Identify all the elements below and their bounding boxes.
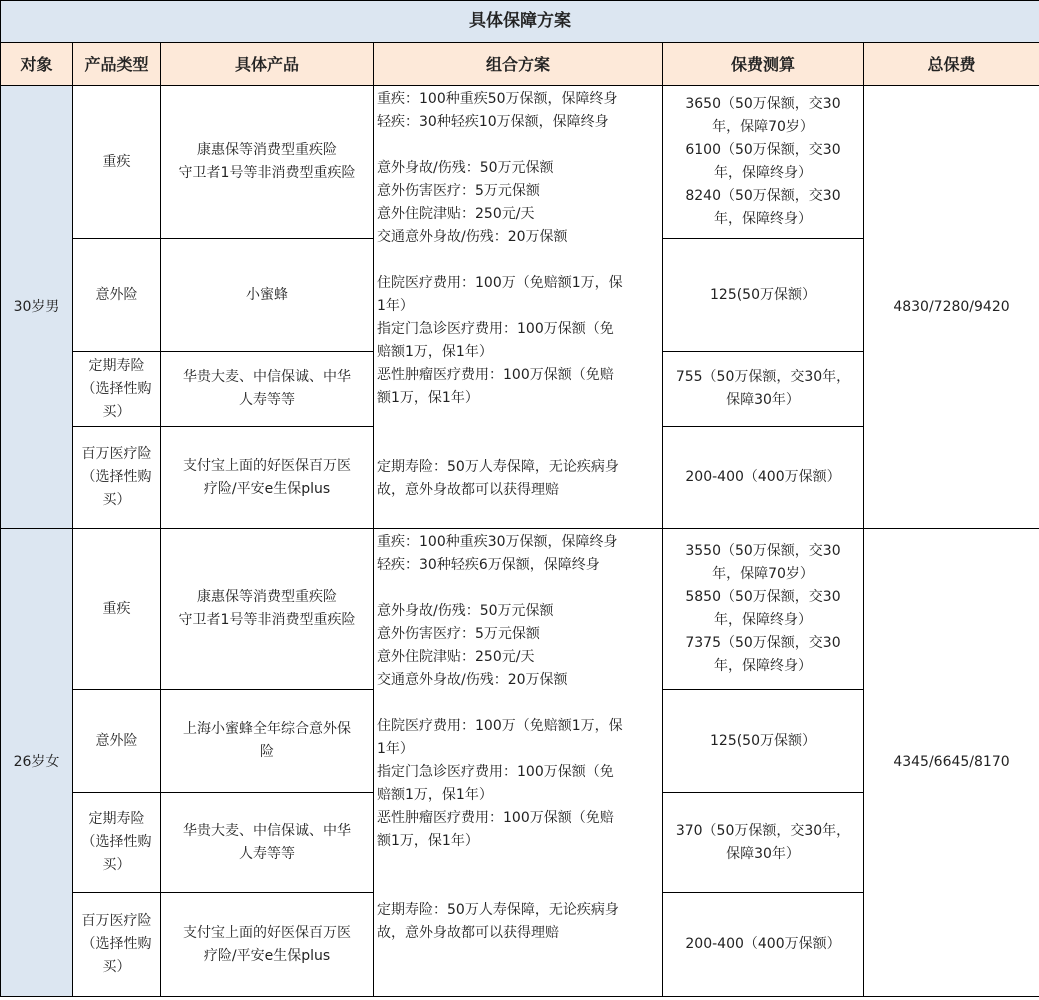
header-row bbox=[1, 43, 1039, 86]
product-type-cell bbox=[73, 793, 161, 893]
plan-accident-line: 意外住院津贴：250元/天 bbox=[377, 206, 535, 222]
premium-line: 125(50万保额） bbox=[710, 286, 816, 303]
table-title: 具体保障方案 bbox=[1, 1, 1039, 43]
plan-medical-line: 1年） bbox=[377, 298, 414, 314]
product-line: 守卫者1号等非消费型重疾险 bbox=[178, 165, 356, 181]
title-row bbox=[1, 1, 1039, 43]
premium-line: 6100（50万保额，交30 bbox=[685, 142, 841, 158]
premium-cell bbox=[663, 690, 864, 793]
header-total: 总保费 bbox=[864, 43, 1039, 86]
premium-line: 8240（50万保额，交30 bbox=[685, 188, 841, 204]
premium-line: 年，保障终身） bbox=[714, 612, 812, 628]
product-type-line: 买） bbox=[102, 959, 131, 975]
plan-spacer bbox=[377, 692, 659, 715]
product-cell bbox=[161, 352, 374, 427]
header-plan: 组合方案 bbox=[374, 43, 663, 86]
premium-line: 200-400（400万保额） bbox=[685, 936, 841, 952]
table-row bbox=[1, 529, 1039, 690]
subject-cell: 26岁女 bbox=[1, 529, 73, 997]
product-type-cell bbox=[73, 529, 161, 690]
plan-medical-line: 额1万，保1年） bbox=[377, 833, 479, 849]
plan-spacer bbox=[377, 410, 659, 456]
product-type-line: 百万医疗险 bbox=[81, 913, 152, 929]
product-line: 上海小蜜蜂全年综合意外保 bbox=[183, 721, 351, 737]
product-cell bbox=[161, 893, 374, 997]
plan-life-line: 故，意外身故都可以获得理赔 bbox=[377, 482, 559, 498]
product-line: 支付宝上面的好医保百万医 bbox=[183, 457, 351, 474]
plan-spacer bbox=[377, 249, 659, 272]
header-premium: 保费测算 bbox=[663, 43, 864, 86]
plan-cell bbox=[374, 86, 663, 529]
premium-line: 保障30年） bbox=[726, 392, 800, 408]
product-type-line: 意外险 bbox=[95, 286, 138, 303]
plan-accident-line: 意外住院津贴：250元/天 bbox=[377, 649, 535, 665]
premium-line: 7375（50万保额，交30 bbox=[685, 635, 841, 651]
subject-cell: 30岁男 bbox=[1, 86, 73, 529]
plan-medical-line: 额1万，保1年） bbox=[377, 390, 479, 406]
plan-accident-line: 交通意外身故/伤残：20万保额 bbox=[377, 229, 568, 245]
total-premium-cell: 4830/7280/9420 bbox=[864, 86, 1039, 529]
premium-line: 年，保障70岁） bbox=[712, 119, 814, 135]
plan-life-line: 定期寿险：50万人寿保障，无论疾病身 bbox=[377, 902, 619, 918]
product-cell bbox=[161, 86, 374, 239]
product-line: 康惠保等消费型重疾险 bbox=[197, 589, 337, 605]
plan-medical-line: 恶性肿瘤医疗费用：100万保额（免赔 bbox=[377, 367, 614, 383]
plan-medical-line: 赔额1万，保1年） bbox=[377, 787, 493, 803]
product-line: 守卫者1号等非消费型重疾险 bbox=[178, 612, 356, 628]
header-product: 具体产品 bbox=[161, 43, 374, 86]
premium-line: 755（50万保额，交30年， bbox=[675, 369, 851, 385]
plan-accident-line: 意外伤害医疗：5万元保额 bbox=[377, 183, 540, 199]
product-line: 人寿等等 bbox=[239, 845, 295, 862]
premium-line: 125(50万保额） bbox=[710, 732, 816, 749]
plan-accident-line: 意外身故/伤残：50万元保额 bbox=[377, 160, 554, 176]
product-type-line: 买） bbox=[102, 857, 131, 873]
product-type-line: （选择性购 bbox=[81, 380, 152, 397]
product-line: 小蜜蜂 bbox=[246, 286, 288, 303]
product-type-cell bbox=[73, 239, 161, 352]
header-product-type: 产品类型 bbox=[73, 43, 161, 86]
product-type-line: 百万医疗险 bbox=[81, 446, 152, 462]
plan-accident-line: 意外身故/伤残：50万元保额 bbox=[377, 603, 554, 619]
premium-cell bbox=[663, 529, 864, 690]
premium-cell bbox=[663, 86, 864, 239]
product-type-line: 买） bbox=[102, 492, 131, 508]
plan-medical-line: 赔额1万，保1年） bbox=[377, 344, 493, 360]
product-line: 支付宝上面的好医保百万医 bbox=[183, 924, 351, 941]
product-type-cell bbox=[73, 427, 161, 529]
premium-line: 200-400（400万保额） bbox=[685, 469, 841, 485]
premium-line: 5850（50万保额，交30 bbox=[685, 589, 841, 605]
product-line: 人寿等等 bbox=[239, 392, 295, 408]
plan-critical-line: 轻疾：30种轻疾10万保额，保障终身 bbox=[377, 114, 609, 130]
header-subject: 对象 bbox=[1, 43, 73, 86]
product-line: 康惠保等消费型重疾险 bbox=[197, 142, 337, 158]
plan-accident-line: 交通意外身故/伤残：20万保额 bbox=[377, 672, 568, 688]
plan-critical-line: 轻疾：30种轻疾6万保额，保障终身 bbox=[377, 557, 600, 573]
premium-line: 3550（50万保额，交30 bbox=[685, 543, 841, 559]
plan-medical-line: 指定门急诊医疗费用：100万保额（免 bbox=[377, 764, 614, 780]
plan-medical-line: 指定门急诊医疗费用：100万保额（免 bbox=[377, 321, 614, 337]
plan-cell bbox=[374, 529, 663, 997]
product-cell bbox=[161, 239, 374, 352]
product-cell bbox=[161, 529, 374, 690]
premium-line: 370（50万保额，交30年， bbox=[675, 822, 851, 839]
premium-line: 年，保障终身） bbox=[714, 211, 812, 227]
product-type-line: （选择性购 bbox=[81, 936, 152, 952]
table-row bbox=[1, 86, 1039, 239]
product-type-cell bbox=[73, 86, 161, 239]
plan-life-line: 定期寿险：50万人寿保障，无论疾病身 bbox=[377, 459, 619, 475]
product-line: 疗险/平安e生保plus bbox=[203, 480, 331, 497]
premium-cell bbox=[663, 893, 864, 997]
product-type-cell bbox=[73, 893, 161, 997]
plan-medical-line: 住院医疗费用：100万（免赔额1万，保 bbox=[377, 718, 623, 734]
product-cell bbox=[161, 427, 374, 529]
product-line: 疗险/平安e生保plus bbox=[203, 947, 331, 964]
product-type-cell bbox=[73, 690, 161, 793]
product-type-line: 重疾 bbox=[102, 600, 131, 617]
product-line: 华贵大麦、中信保诚、中华 bbox=[183, 822, 351, 839]
plan-medical-line: 住院医疗费用：100万（免赔额1万，保 bbox=[377, 275, 623, 291]
product-line: 险 bbox=[260, 744, 274, 760]
plan-spacer bbox=[377, 577, 659, 600]
total-premium-cell: 4345/6645/8170 bbox=[864, 529, 1039, 997]
product-type-line: 定期寿险 bbox=[88, 357, 145, 374]
product-type-line: （选择性购 bbox=[81, 469, 152, 485]
product-cell bbox=[161, 690, 374, 793]
premium-line: 年，保障70岁） bbox=[712, 566, 814, 582]
plan-medical-line: 1年） bbox=[377, 741, 414, 757]
plan-critical-line: 重疾：100种重疾30万保额，保障终身 bbox=[377, 534, 618, 550]
product-type-line: 意外险 bbox=[95, 732, 138, 749]
premium-cell bbox=[663, 352, 864, 427]
premium-cell bbox=[663, 793, 864, 893]
plan-spacer bbox=[377, 853, 659, 899]
product-type-line: 买） bbox=[102, 403, 131, 420]
plan-critical-line: 重疾：100种重疾50万保额，保障终身 bbox=[377, 91, 618, 107]
product-line: 华贵大麦、中信保诚、中华 bbox=[183, 369, 351, 385]
product-cell bbox=[161, 793, 374, 893]
premium-line: 年，保障终身） bbox=[714, 165, 812, 181]
product-type-line: 定期寿险 bbox=[88, 811, 145, 827]
premium-line: 3650（50万保额，交30 bbox=[685, 96, 841, 112]
premium-cell bbox=[663, 427, 864, 529]
premium-line: 年，保障终身） bbox=[714, 658, 812, 674]
product-type-cell bbox=[73, 352, 161, 427]
plan-accident-line: 意外伤害医疗：5万元保额 bbox=[377, 626, 540, 642]
plan-spacer bbox=[377, 134, 659, 157]
premium-line: 保障30年） bbox=[726, 845, 800, 862]
plan-life-line: 故，意外身故都可以获得理赔 bbox=[377, 925, 559, 941]
product-type-line: （选择性购 bbox=[81, 834, 152, 850]
premium-cell bbox=[663, 239, 864, 352]
product-type-line: 重疾 bbox=[102, 153, 131, 170]
plan-medical-line: 恶性肿瘤医疗费用：100万保额（免赔 bbox=[377, 810, 614, 826]
